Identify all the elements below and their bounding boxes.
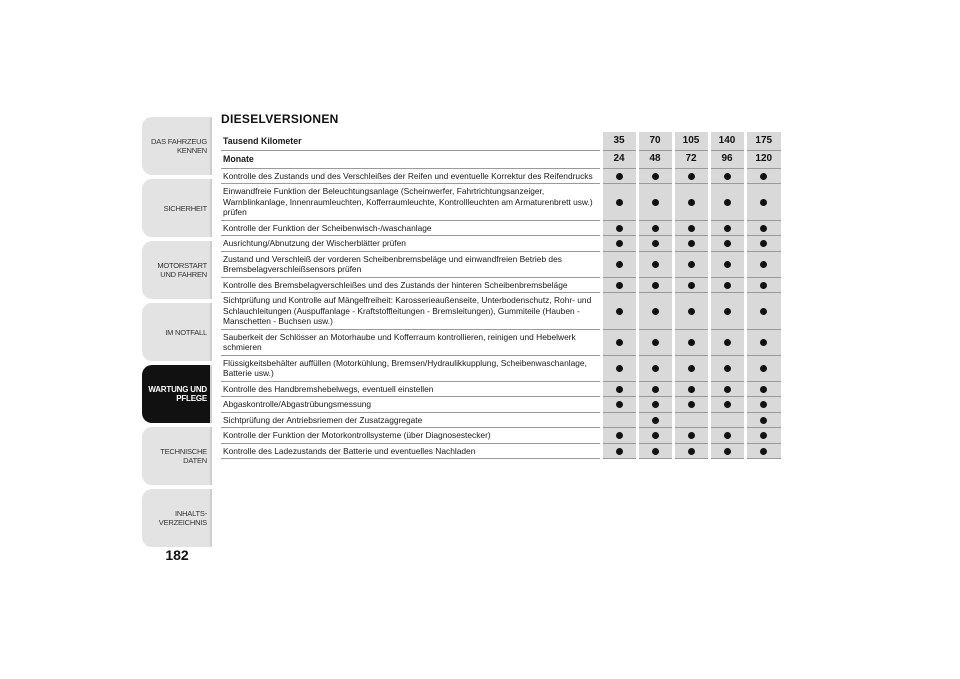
- table-header-row: [221, 132, 781, 150]
- tab-label: WARTUNG UND PFLEGE: [148, 385, 207, 403]
- interval-cell: [709, 251, 745, 277]
- tab-sicherheit[interactable]: [142, 179, 212, 237]
- check-dot-icon: [652, 173, 659, 180]
- interval-cell: [637, 236, 673, 252]
- page-number: 182: [165, 547, 189, 563]
- check-dot-icon: [616, 339, 623, 346]
- interval-cell: [601, 251, 637, 277]
- check-dot-icon: [652, 448, 659, 455]
- task-description: Kontrolle des Bremsbelagverschleißes und des Zustands der hinteren Scheibenbremsbeläge: [221, 277, 601, 293]
- interval-cell: [637, 381, 673, 397]
- check-dot-icon: [688, 173, 695, 180]
- interval-cell: [745, 277, 781, 293]
- check-dot-icon: [724, 448, 731, 455]
- check-dot-icon: [760, 240, 767, 247]
- interval-cell: [637, 293, 673, 330]
- task-description: Kontrolle der Funktion der Motorkontrollsysteme (über Diagnosestecker): [221, 428, 601, 444]
- check-dot-icon: [652, 308, 659, 315]
- task-description: Ausrichtung/Abnutzung der Wischerblätter prüfen: [221, 236, 601, 252]
- interval-cell: [709, 168, 745, 184]
- interval-cell: [709, 220, 745, 236]
- interval-cell: [709, 355, 745, 381]
- interval-cell: [637, 443, 673, 459]
- side-tab-navigation: [142, 117, 212, 551]
- interval-cell: [709, 443, 745, 459]
- interval-cell: [673, 428, 709, 444]
- interval-cell: [637, 277, 673, 293]
- check-dot-icon: [616, 386, 623, 393]
- check-dot-icon: [724, 225, 731, 232]
- interval-cell: [637, 355, 673, 381]
- table-row: [221, 443, 781, 459]
- table-row: [221, 397, 781, 413]
- check-dot-icon: [652, 386, 659, 393]
- interval-cell: [673, 293, 709, 330]
- table-row: [221, 168, 781, 184]
- check-dot-icon: [652, 432, 659, 439]
- check-dot-icon: [616, 261, 623, 268]
- table-row: [221, 220, 781, 236]
- interval-cell: [673, 443, 709, 459]
- check-dot-icon: [724, 386, 731, 393]
- check-dot-icon: [616, 432, 623, 439]
- check-dot-icon: [724, 282, 731, 289]
- table-row: [221, 412, 781, 428]
- interval-cell: [673, 168, 709, 184]
- table-row: [221, 381, 781, 397]
- interval-cell: [601, 428, 637, 444]
- check-dot-icon: [724, 401, 731, 408]
- interval-cell: [745, 168, 781, 184]
- check-dot-icon: [688, 365, 695, 372]
- table-row: [221, 184, 781, 221]
- check-dot-icon: [688, 199, 695, 206]
- check-dot-icon: [616, 282, 623, 289]
- interval-value: 35: [601, 132, 637, 150]
- interval-cell: [601, 184, 637, 221]
- check-dot-icon: [616, 365, 623, 372]
- tab-im-notfall[interactable]: [142, 303, 212, 361]
- table-header-row: [221, 150, 781, 168]
- check-dot-icon: [724, 261, 731, 268]
- interval-cell: [637, 428, 673, 444]
- tab-das-fahrzeug-kennen[interactable]: [142, 117, 212, 175]
- interval-cell: [709, 412, 745, 428]
- interval-cell: [709, 184, 745, 221]
- check-dot-icon: [652, 282, 659, 289]
- interval-value: 48: [637, 150, 673, 168]
- check-dot-icon: [652, 225, 659, 232]
- check-dot-icon: [760, 261, 767, 268]
- interval-cell: [709, 329, 745, 355]
- check-dot-icon: [688, 225, 695, 232]
- interval-cell: [637, 184, 673, 221]
- interval-cell: [637, 251, 673, 277]
- interval-cell: [601, 412, 637, 428]
- check-dot-icon: [724, 339, 731, 346]
- check-dot-icon: [616, 199, 623, 206]
- interval-cell: [637, 397, 673, 413]
- check-dot-icon: [760, 339, 767, 346]
- interval-cell: [745, 329, 781, 355]
- interval-value: 120: [745, 150, 781, 168]
- interval-cell: [673, 355, 709, 381]
- interval-cell: [745, 355, 781, 381]
- interval-cell: [745, 184, 781, 221]
- interval-cell: [601, 329, 637, 355]
- interval-cell: [673, 251, 709, 277]
- interval-cell: [637, 329, 673, 355]
- check-dot-icon: [652, 401, 659, 408]
- interval-cell: [673, 381, 709, 397]
- check-dot-icon: [760, 225, 767, 232]
- check-dot-icon: [760, 417, 767, 424]
- interval-cell: [709, 397, 745, 413]
- check-dot-icon: [688, 240, 695, 247]
- table-row: [221, 293, 781, 330]
- interval-cell: [637, 220, 673, 236]
- interval-cell: [673, 220, 709, 236]
- interval-value: 72: [673, 150, 709, 168]
- maintenance-table: [221, 132, 781, 459]
- interval-value: 105: [673, 132, 709, 150]
- check-dot-icon: [652, 365, 659, 372]
- interval-cell: [601, 397, 637, 413]
- maintenance-schedule: [221, 112, 781, 459]
- interval-value: 96: [709, 150, 745, 168]
- interval-cell: [709, 277, 745, 293]
- interval-cell: [745, 251, 781, 277]
- interval-value: 24: [601, 150, 637, 168]
- check-dot-icon: [652, 339, 659, 346]
- check-dot-icon: [760, 448, 767, 455]
- task-description: Kontrolle des Ladezustands der Batterie und eventuelles Nachladen: [221, 443, 601, 459]
- check-dot-icon: [760, 308, 767, 315]
- interval-cell: [601, 443, 637, 459]
- interval-value: 140: [709, 132, 745, 150]
- task-description: Kontrolle des Handbremshebelwegs, eventuell einstellen: [221, 381, 601, 397]
- task-description: Kontrolle des Zustands und des Verschleißes der Reifen und eventuelle Korrektur des Reifendrucks: [221, 168, 601, 184]
- task-description: Sauberkeit der Schlösser an Motorhaube und Kofferraum kontrollieren, reinigen und Hebelwerk schmieren: [221, 329, 601, 355]
- task-description: Abgaskontrolle/Abgastrübungsmessung: [221, 397, 601, 413]
- check-dot-icon: [724, 308, 731, 315]
- interval-cell: [673, 277, 709, 293]
- tab-label: SICHERHEIT: [163, 203, 207, 213]
- tab-label: MOTORSTART UND FAHREN: [157, 261, 207, 279]
- interval-cell: [673, 397, 709, 413]
- check-dot-icon: [616, 173, 623, 180]
- task-description: Kontrolle der Funktion der Scheibenwisch-/waschanlage: [221, 220, 601, 236]
- check-dot-icon: [652, 199, 659, 206]
- task-description: Sichtprüfung und Kontrolle auf Mängelfreiheit: Karosserieaußenseite, Unterbodenschutz, Rohr- und Schlauchleitungen (Auspuffanlage - Kraftstoffleitungen - Bremsleitungen), Gummiteile (Hauben - Manschetten - Buchsen usw.): [221, 293, 601, 330]
- interval-cell: [673, 184, 709, 221]
- interval-cell: [745, 412, 781, 428]
- table-row: [221, 236, 781, 252]
- task-description: Flüssigkeitsbehälter auffüllen (Motorkühlung, Bremsen/Hydraulikkupplung, Scheibenwaschanlage, Batterie usw.): [221, 355, 601, 381]
- check-dot-icon: [760, 173, 767, 180]
- interval-cell: [745, 293, 781, 330]
- interval-cell: [601, 381, 637, 397]
- interval-cell: [673, 236, 709, 252]
- check-dot-icon: [688, 282, 695, 289]
- interval-cell: [637, 412, 673, 428]
- interval-value: 70: [637, 132, 673, 150]
- table-row: [221, 329, 781, 355]
- table-row: [221, 428, 781, 444]
- interval-cell: [745, 220, 781, 236]
- check-dot-icon: [688, 401, 695, 408]
- check-dot-icon: [760, 432, 767, 439]
- header-label: Monate: [221, 150, 601, 168]
- check-dot-icon: [688, 339, 695, 346]
- check-dot-icon: [616, 225, 623, 232]
- check-dot-icon: [652, 261, 659, 268]
- interval-cell: [745, 428, 781, 444]
- check-dot-icon: [616, 308, 623, 315]
- interval-cell: [601, 293, 637, 330]
- interval-cell: [601, 355, 637, 381]
- table-row: [221, 277, 781, 293]
- section-title: DIESELVERSIONEN: [221, 112, 339, 126]
- check-dot-icon: [760, 199, 767, 206]
- task-description: Zustand und Verschleiß der vorderen Scheibenbremsbeläge und einwandfreien Betrieb des Bremsbelagverschleißsensors prüfen: [221, 251, 601, 277]
- check-dot-icon: [724, 199, 731, 206]
- table-row: [221, 251, 781, 277]
- interval-cell: [745, 236, 781, 252]
- check-dot-icon: [688, 448, 695, 455]
- task-description: Einwandfreie Funktion der Beleuchtungsanlage (Scheinwerfer, Fahrtrichtungsanzeiger, Warnblinkanlage, Innenraumleuchten, Kofferraumleuchte, Kontrollleuchten am Armaturenbrett usw.) prüfen: [221, 184, 601, 221]
- check-dot-icon: [688, 308, 695, 315]
- check-dot-icon: [616, 401, 623, 408]
- maintenance-table-body: [221, 132, 781, 459]
- check-dot-icon: [616, 448, 623, 455]
- tab-technische-daten[interactable]: [142, 427, 212, 485]
- check-dot-icon: [688, 432, 695, 439]
- check-dot-icon: [688, 261, 695, 268]
- interval-cell: [745, 397, 781, 413]
- interval-cell: [601, 220, 637, 236]
- interval-cell: [709, 428, 745, 444]
- interval-cell: [601, 168, 637, 184]
- tab-label: DAS FAHRZEUG KENNEN: [151, 137, 207, 155]
- table-row: [221, 355, 781, 381]
- tab-wartung-und-pflege[interactable]: [142, 365, 212, 423]
- interval-cell: [601, 236, 637, 252]
- interval-cell: [673, 412, 709, 428]
- interval-cell: [601, 277, 637, 293]
- tab-label: TECHNISCHE DATEN: [160, 447, 207, 465]
- interval-cell: [709, 293, 745, 330]
- tab-label: IM NOTFALL: [165, 327, 207, 337]
- header-label: Tausend Kilometer: [221, 132, 601, 150]
- tab-label: INHALTS- VERZEICHNIS: [158, 509, 207, 527]
- check-dot-icon: [616, 240, 623, 247]
- check-dot-icon: [724, 365, 731, 372]
- interval-cell: [709, 381, 745, 397]
- check-dot-icon: [760, 282, 767, 289]
- check-dot-icon: [724, 173, 731, 180]
- interval-value: 175: [745, 132, 781, 150]
- check-dot-icon: [724, 432, 731, 439]
- tab-inhaltsverzeichnis[interactable]: [142, 489, 212, 547]
- interval-cell: [637, 168, 673, 184]
- interval-cell: [673, 329, 709, 355]
- check-dot-icon: [652, 240, 659, 247]
- tab-motorstart-und-fahren[interactable]: [142, 241, 212, 299]
- interval-cell: [709, 236, 745, 252]
- check-dot-icon: [724, 240, 731, 247]
- task-description: Sichtprüfung der Antriebsriemen der Zusatzaggregate: [221, 412, 601, 428]
- check-dot-icon: [760, 401, 767, 408]
- check-dot-icon: [688, 386, 695, 393]
- interval-cell: [745, 443, 781, 459]
- check-dot-icon: [760, 386, 767, 393]
- check-dot-icon: [760, 365, 767, 372]
- check-dot-icon: [652, 417, 659, 424]
- interval-cell: [745, 381, 781, 397]
